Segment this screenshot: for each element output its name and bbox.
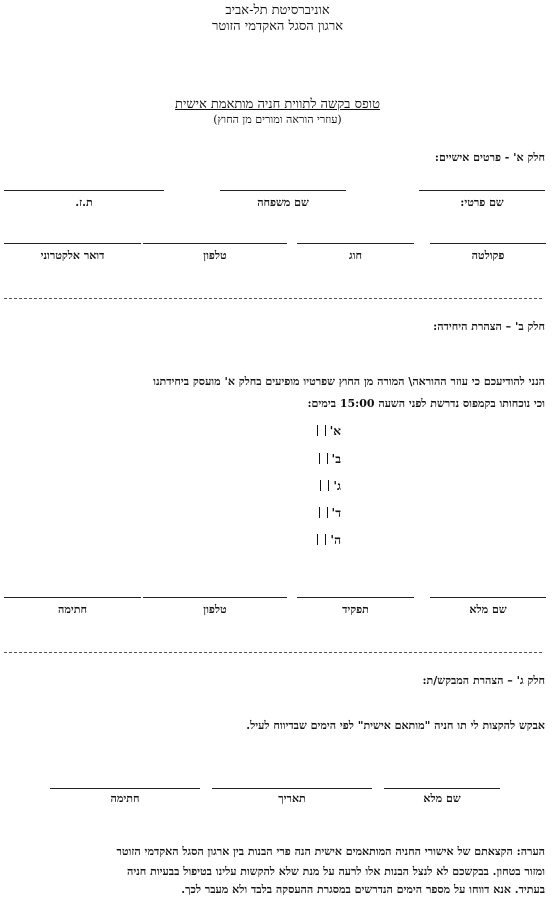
day-option-thursday[interactable] bbox=[317, 533, 341, 548]
checkbox-icon[interactable] bbox=[319, 453, 328, 464]
checkbox-icon[interactable] bbox=[320, 480, 329, 491]
part-a-heading: חלק א' - פרטים אישיים: bbox=[434, 151, 545, 164]
checkbox-icon[interactable] bbox=[319, 507, 328, 518]
day-option-monday[interactable] bbox=[319, 452, 341, 467]
email-label: דואר אלקטרוני bbox=[40, 249, 105, 262]
id-number-line[interactable] bbox=[4, 190, 164, 191]
day-option-sunday[interactable] bbox=[317, 424, 341, 439]
department-label: חוג bbox=[349, 249, 362, 262]
unit-declaration-text-2: וכי נוכחותו בקמפוס נדרשת לפני השעה 15:00 בימים: bbox=[307, 397, 545, 410]
first-name-label: שם פרטי: bbox=[460, 196, 504, 209]
unit-phone-label: טלפון bbox=[203, 603, 227, 616]
request-text: אבקש להקצות לי תו חניה "מותאם אישית" לפי הימים שבדיווח לעיל. bbox=[246, 719, 545, 732]
faculty-line[interactable] bbox=[430, 243, 546, 244]
unit-declaration-text-1: הנני להודיעכם כי עוזר ההוראה\ המורה מן החוץ שפרטיו מופיעים בחלק א' מועסק ביחידתנו bbox=[153, 375, 545, 388]
checkbox-icon[interactable] bbox=[317, 425, 326, 436]
note-line-1: הערה: הקצאתם של אישורי החניה המותאמים אישית הנה פרי הבנות בין ארגון הסגל האקדמי הזוטר bbox=[116, 845, 545, 858]
day-label: ד' bbox=[331, 506, 341, 520]
day-label: ג' bbox=[333, 479, 341, 493]
first-name-line[interactable] bbox=[419, 190, 545, 191]
unit-phone-line[interactable] bbox=[143, 597, 287, 598]
section-divider bbox=[4, 652, 542, 653]
department-line[interactable] bbox=[297, 243, 414, 244]
phone-label: טלפון bbox=[203, 249, 227, 262]
faculty-label: פקולטה bbox=[471, 249, 505, 262]
section-divider bbox=[4, 298, 542, 299]
day-label: א' bbox=[329, 424, 341, 438]
date-label: תאריך bbox=[278, 792, 306, 805]
date-line[interactable] bbox=[212, 788, 372, 789]
day-label: ה' bbox=[330, 533, 341, 547]
part-c-heading: חלק ג' – הצהרת המבקש/ת: bbox=[422, 674, 545, 687]
email-line[interactable] bbox=[4, 243, 141, 244]
unit-role-label: תפקיד bbox=[342, 603, 369, 616]
last-name-label: שם משפחה bbox=[257, 196, 309, 209]
phone-line[interactable] bbox=[143, 243, 287, 244]
day-option-wednesday[interactable] bbox=[319, 506, 341, 521]
form-title: טופס בקשה לתווית חניה מותאמת אישית bbox=[175, 97, 380, 112]
unit-signature-label: חתימה bbox=[58, 603, 87, 616]
part-b-heading: חלק ב' – הצהרת היחידה: bbox=[433, 320, 545, 333]
note-line-2: ומזור בטחון. בבקשכם לא לנצל הבנות אלו לרעה על מנת שלא להקשות עלינו בטיפול בבעיות חניה bbox=[127, 865, 545, 878]
day-label: ב' bbox=[331, 452, 341, 466]
applicant-full-name-line[interactable] bbox=[384, 788, 500, 789]
applicant-full-name-label: שם מלא bbox=[423, 792, 461, 805]
checkbox-icon[interactable] bbox=[317, 534, 326, 545]
id-number-label: ת.ז. bbox=[75, 196, 93, 209]
unit-full-name-label: שם מלא bbox=[469, 603, 507, 616]
note-line-3: בעתיד. אנא דווחו על מספר הימים הנדרשים במסגרת ההעסקה בלבד ולא מעבר לכך. bbox=[181, 883, 545, 896]
applicant-signature-label: חתימה bbox=[110, 792, 140, 805]
unit-signature-line[interactable] bbox=[4, 597, 141, 598]
unit-role-line[interactable] bbox=[297, 597, 414, 598]
organization-name: ארגון הסגל האקדמי הזוטר bbox=[211, 19, 344, 34]
form-subtitle: (עוזרי הוראה ומורים מן החוץ) bbox=[213, 113, 342, 126]
applicant-signature-line[interactable] bbox=[50, 788, 200, 789]
last-name-line[interactable] bbox=[220, 190, 346, 191]
unit-full-name-line[interactable] bbox=[430, 597, 546, 598]
university-name: אוניברסיטת תל-אביב bbox=[225, 3, 330, 18]
day-option-tuesday[interactable] bbox=[320, 479, 341, 494]
